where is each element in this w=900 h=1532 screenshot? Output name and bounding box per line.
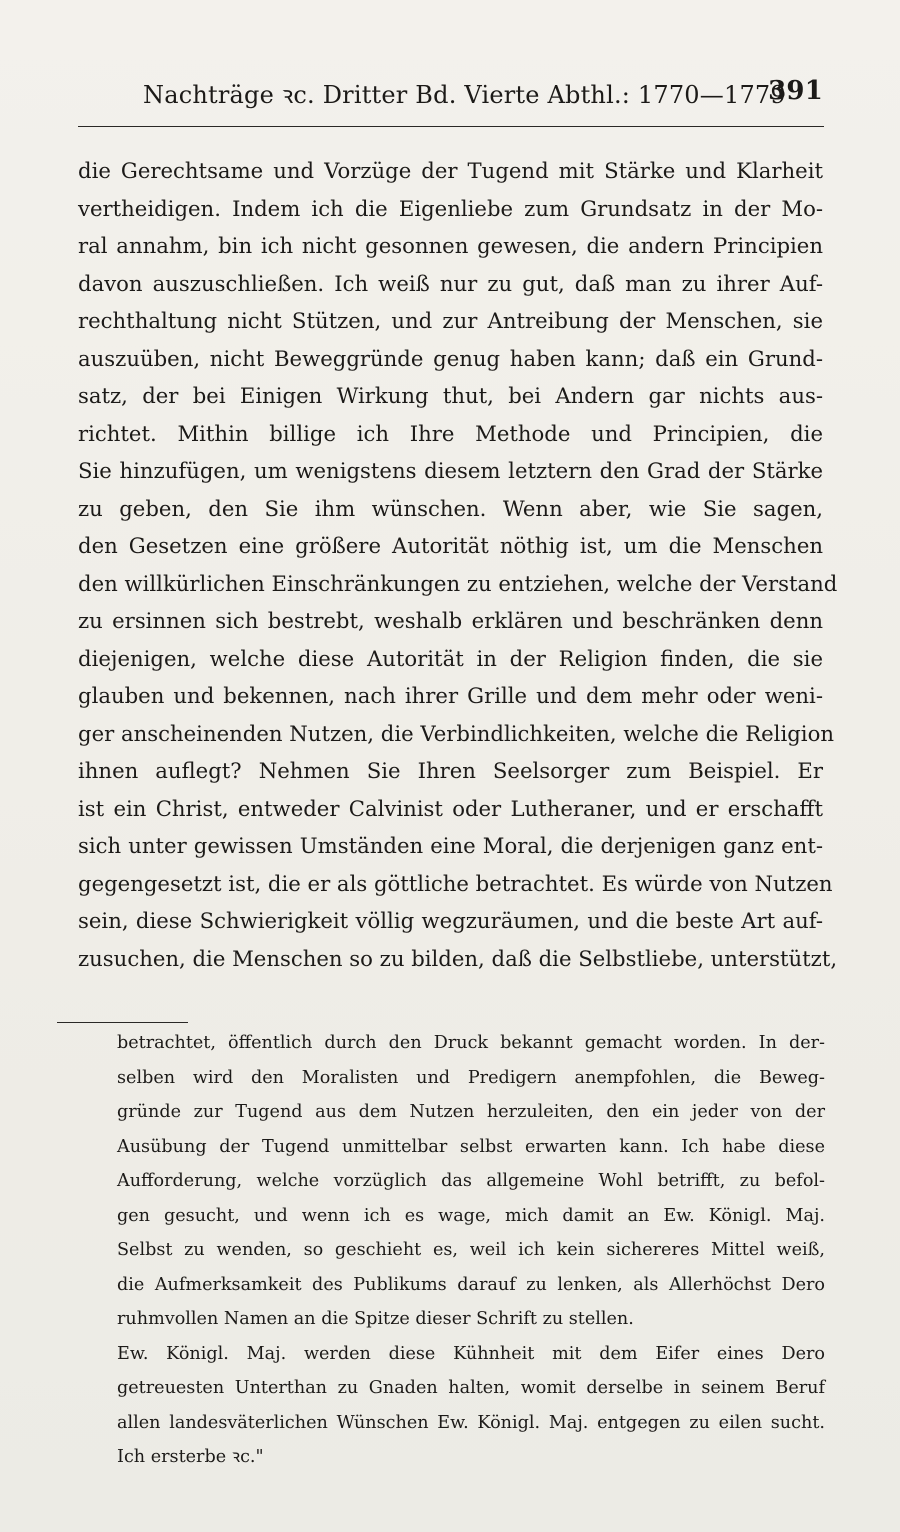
text-line: diejenigen, welche diese Autorität in der Religion finden, die sie	[78, 645, 823, 671]
footnote-line: Ausübung der Tugend unmittelbar selbst erwarten kann. Ich habe diese	[117, 1136, 825, 1157]
text-line: ist ein Christ, entweder Calvinist oder Lutheraner, und er erschafft	[78, 795, 823, 821]
text-line: ral annahm, bin ich nicht gesonnen gewesen, die andern Principien	[78, 233, 823, 258]
footnote	[117, 1026, 825, 1475]
footnote-line: die Aufmerksamkeit des Publikums darauf zu lenken, als Allerhöchst Dero	[117, 1274, 825, 1295]
text-line: rechthaltung nicht Stützen, und zur Antreibung der Menschen, sie	[78, 308, 823, 333]
running-header	[143, 74, 823, 114]
text-line: zusuchen, die Menschen so zu bilden, daß die Selbstliebe, unterstützt,	[78, 945, 838, 971]
footnote-line: gründe zur Tugend aus dem Nutzen herzuleiten, den ein jeder von der	[117, 1102, 825, 1122]
footnote-line: betrachtet, öffentlich durch den Druck bekannt gemacht worden. In der-	[117, 1033, 825, 1053]
text-line: die Gerechtsame und Vorzüge der Tugend mit Stärke und Klarheit	[78, 158, 823, 183]
text-line: den willkürlichen Einschränkungen zu entziehen, welche der Verstand	[78, 570, 838, 596]
footnote-rule	[57, 1022, 188, 1023]
text-line: ihnen auflegt? Nehmen Sie Ihren Seelsorger zum Beispiel. Er	[78, 758, 823, 783]
text-line: davon auszuschließen. Ich weiß nur zu gut, daß man zu ihrer Auf-	[78, 270, 823, 296]
footnote-line: Selbst zu wenden, so geschieht es, weil ich kein sichereres Mittel weiß,	[117, 1240, 825, 1260]
text-line: glauben und bekennen, nach ihrer Grille und dem mehr oder weni-	[78, 683, 823, 708]
footnote-line: selben wird den Moralisten und Predigern anempfohlen, die Beweg-	[117, 1067, 825, 1088]
footnote-line: allen landesväterlichen Wünschen Ew. Königl. Maj. entgegen zu eilen sucht.	[117, 1412, 825, 1433]
text-line: sein, diese Schwierigkeit völlig wegzuräumen, und die beste Art auf-	[78, 908, 823, 933]
text-line: satz, der bei Einigen Wirkung thut, bei Andern gar nichts aus-	[78, 383, 823, 408]
text-line: richtet. Mithin billige ich Ihre Methode und Principien, die	[78, 420, 823, 446]
footnote-line: Aufforderung, welche vorzüglich das allgemeine Wohl betrifft, zu befol-	[117, 1171, 825, 1191]
text-line: vertheidigen. Indem ich die Eigenliebe zum Grundsatz in der Mo-	[78, 195, 823, 221]
text-line: zu geben, den Sie ihm wünschen. Wenn aber, wie Sie sagen,	[78, 495, 823, 521]
footnote-line: gen gesucht, und wenn ich es wage, mich damit an Ew. Königl. Maj.	[117, 1205, 825, 1226]
footnote-line: Ich ersterbe ꝛc."	[117, 1447, 264, 1467]
text-line: sich unter gewissen Umständen eine Moral, die derjenigen ganz ent-	[78, 833, 823, 858]
main-text	[78, 152, 838, 977]
running-title: Nachträge ꝛc. Dritter Bd. Vierte Abthl.: 1770—1779	[143, 81, 786, 109]
text-line: auszuüben, nicht Beweggründe genug haben kann; daß ein Grund-	[78, 345, 823, 371]
text-line: ger anscheinenden Nutzen, die Verbindlichkeiten, welche die Religion	[78, 720, 834, 746]
text-line: den Gesetzen eine größere Autorität nöthig ist, um die Menschen	[78, 533, 823, 558]
header-rule	[78, 126, 824, 127]
text-line: zu ersinnen sich bestrebt, weshalb erklären und beschränken denn	[78, 608, 823, 633]
text-line: Sie hinzufügen, um wenigstens diesem letztern den Grad der Stärke	[78, 458, 823, 483]
footnote-line: Ew. Königl. Maj. werden diese Kühnheit mit dem Eifer eines Dero	[117, 1343, 825, 1364]
text-line: gegengesetzt ist, die er als göttliche betrachtet. Es würde von Nutzen	[78, 870, 833, 896]
footnote-line: ruhmvollen Namen an die Spitze dieser Schrift zu stellen.	[117, 1309, 634, 1329]
footnote-line: getreuesten Unterthan zu Gnaden halten, womit derselbe in seinem Beruf	[117, 1378, 825, 1398]
page-number: 391	[768, 76, 823, 106]
